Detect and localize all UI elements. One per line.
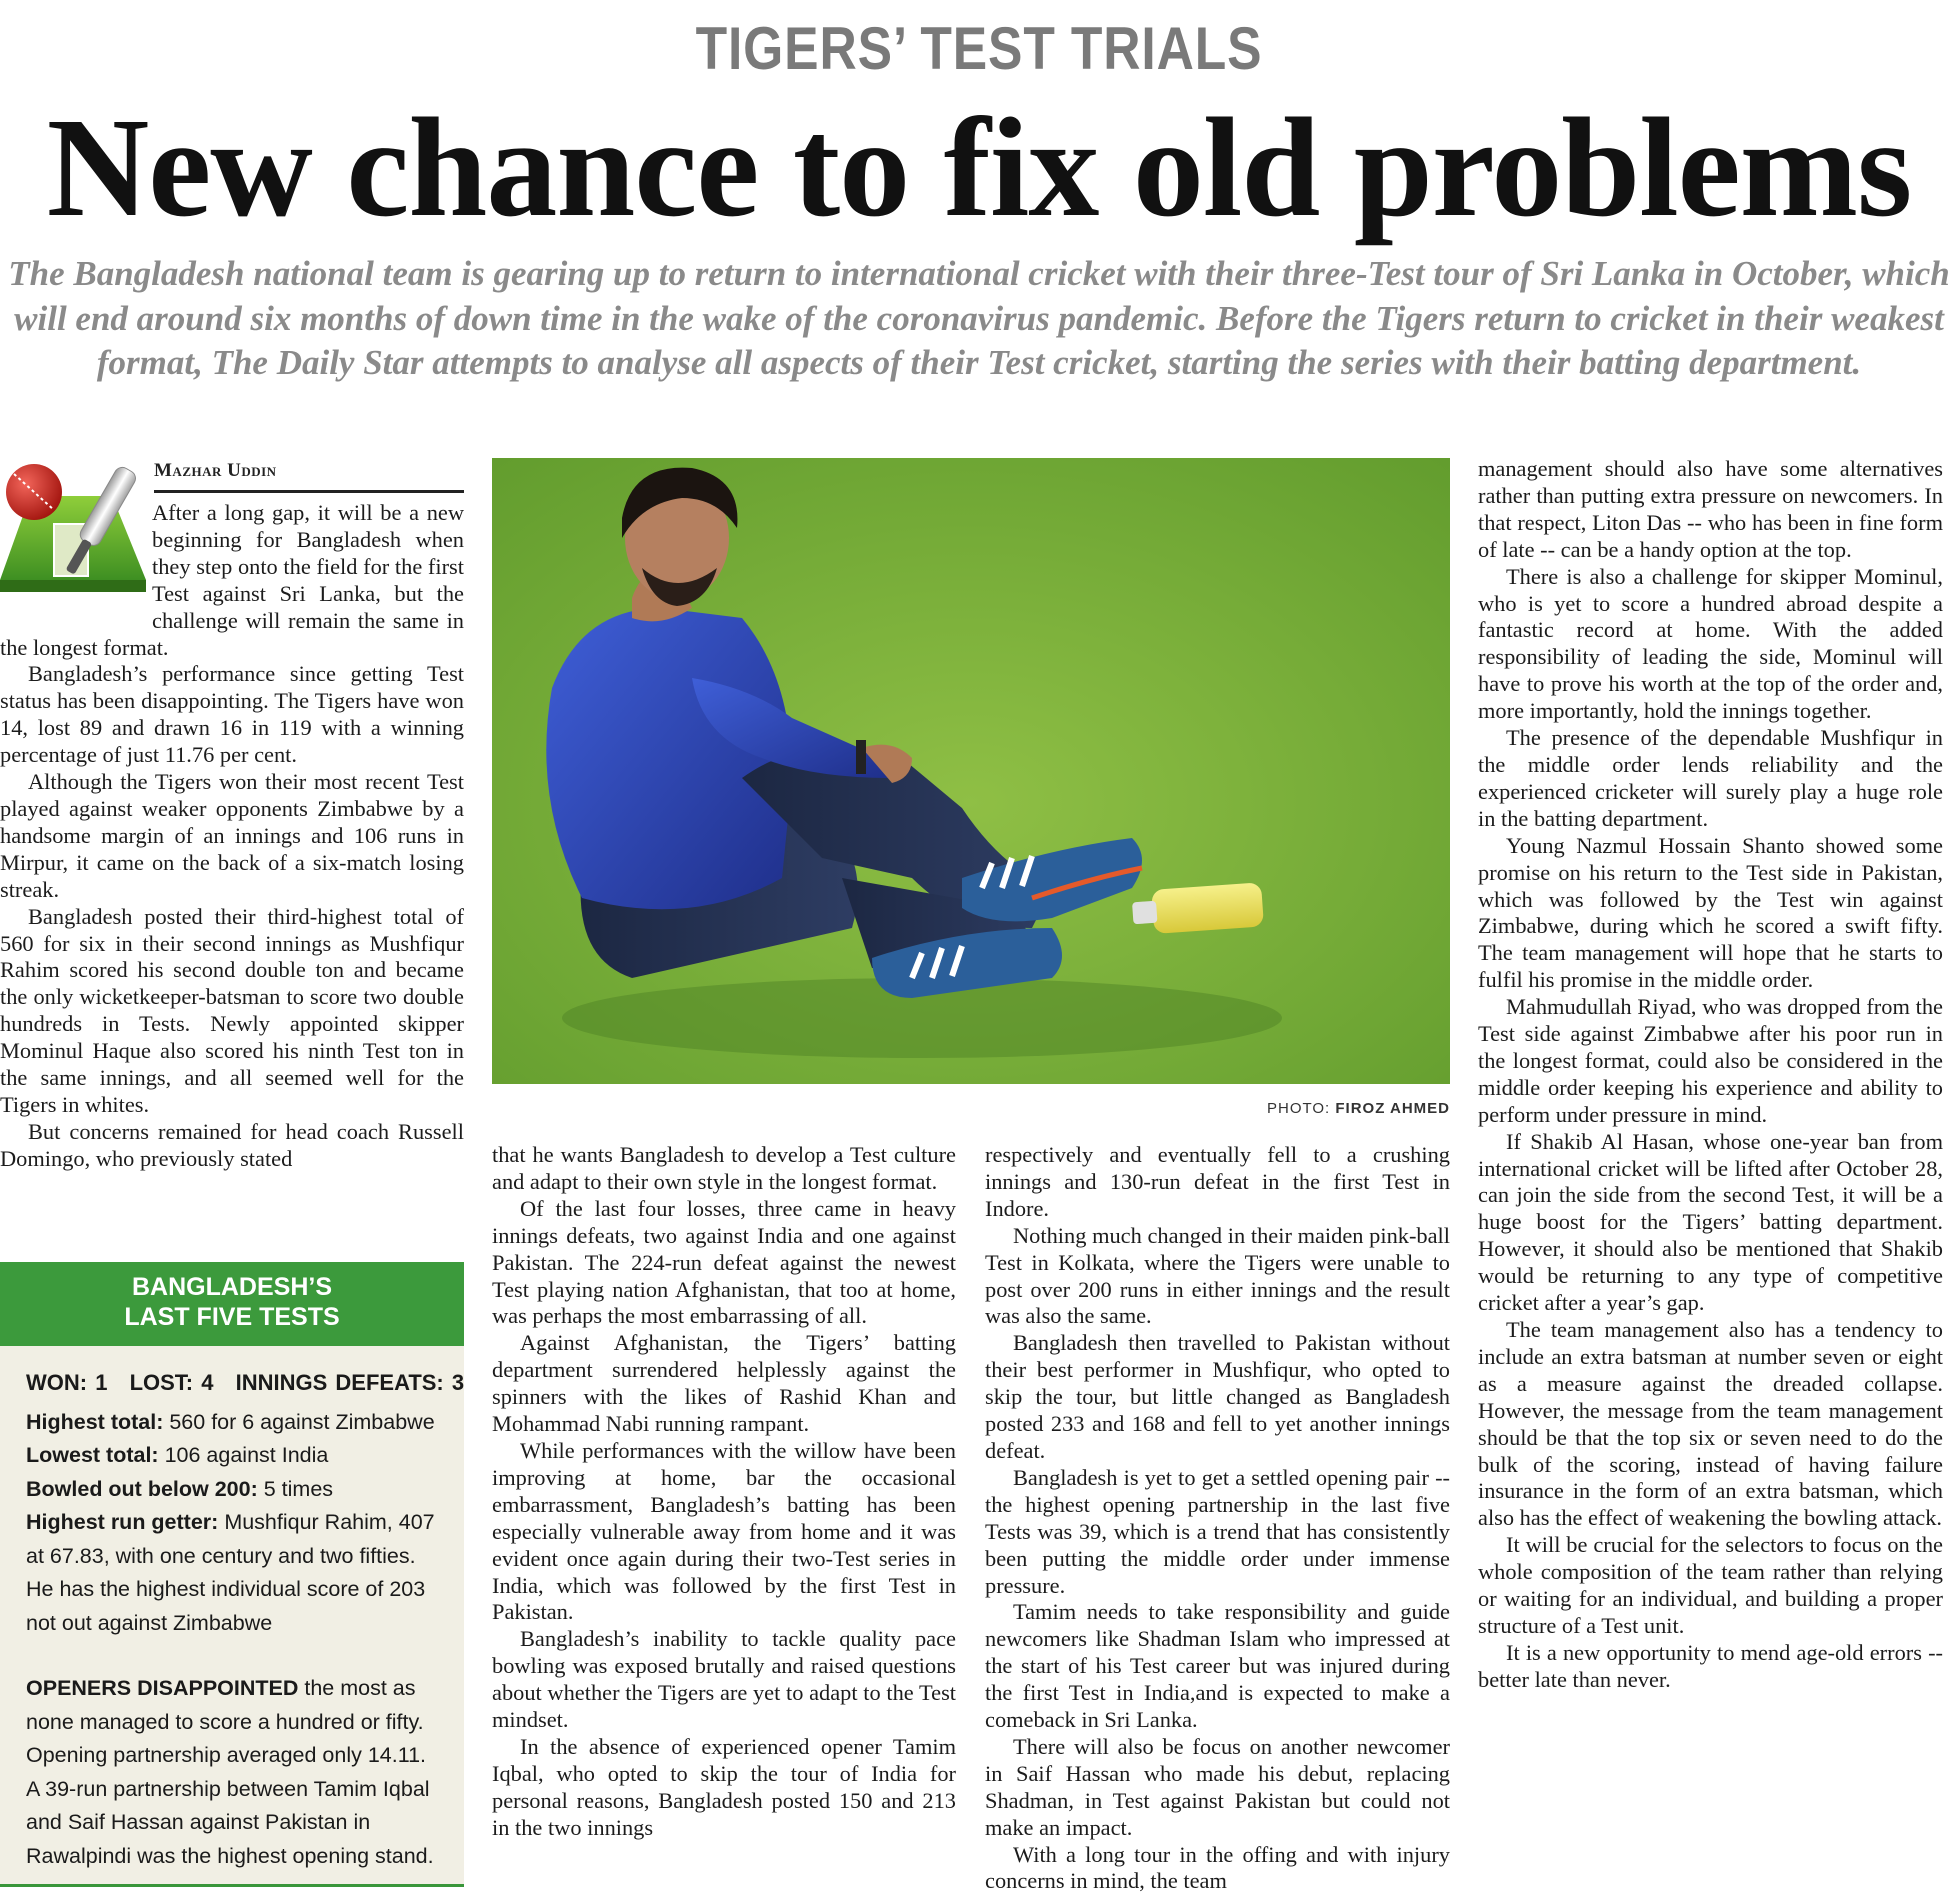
article-column-1 <box>0 460 464 1173</box>
openers-note <box>26 1672 438 1873</box>
photo-credit <box>1150 1100 1450 1117</box>
paragraph: Tamim needs to take responsibility and guide newcomers like Shadman Islam who impressed at the start of his Test career but was injured during the first Test in India,and is expected to make a comeback in Sri Lanka. <box>985 1599 1450 1733</box>
paragraph: Although the Tigers won their most recent Test played against weaker opponents Zimbabwe by a handsome margin of an innings and 106 runs in Mirpur, it came on the back of a six-match losing streak. <box>0 769 464 902</box>
highest-total-label: Highest total: <box>26 1409 164 1434</box>
won-count: WON: 1 <box>26 1370 108 1395</box>
openers-label: OPENERS DISAPPOINTED <box>26 1676 299 1700</box>
headline: New chance to fix old problems <box>46 88 1912 246</box>
paragraph: Bangladesh posted their third-highest total of 560 for six in their second innings as Mushfiqur Rahim scored his second double ton and became the only wicketkeeper-batsman to score two double hundreds in Tests. Newly appointed skipper Mominul Haque also scored his ninth Test ton in the same innings, and all seemed well for the Tigers in whites. <box>0 903 464 1117</box>
highest-total <box>26 1406 438 1440</box>
paragraph: Mahmudullah Riyad, who was dropped from the Test side against Zimbabwe after his poor run in the longest format, could also be considered in the middle order keeping his experience and ability to perform under pressure in mind. <box>1478 994 1943 1127</box>
results-summary <box>26 1366 465 1400</box>
paragraph: Bangladesh’s inability to tackle quality pace bowling was exposed brutally and raised questions about whether the Tigers are yet to adapt to the Test mindset. <box>492 1626 956 1733</box>
photo-credit-prefix: PHOTO: <box>1266 1100 1331 1117</box>
top-scorer-label: Highest run getter: <box>26 1510 219 1534</box>
lowest-total <box>26 1439 438 1473</box>
paragraph: There is also a challenge for skipper Mominul, who is yet to score a hundred abroad despite a fantastic record at home. With the added responsibility of leading the side, Mominul will have to prove his worth at the top of the order and, more importantly, hold the innings together. <box>1478 563 1943 724</box>
innings-defeats-count: INNINGS DEFEATS: 3 <box>235 1370 465 1395</box>
paragraph: It will be crucial for the selectors to focus on the whole composition of the team rather than relying or waiting for an individual, and building a proper structure of a Test unit. <box>1478 1532 1943 1638</box>
openers-value: the most as none managed to score a hundred or fifty. Opening partnership averaged only 14.11. A 39-run partnership between Tamim Iqbal and Saif Hassan against Pakistan in Rawalpindi was the highest opening stand. <box>26 1676 434 1868</box>
photo-credit-name: FIROZ AHMED <box>1335 1100 1450 1117</box>
bowled-out-label: Bowled out below 200: <box>26 1476 258 1501</box>
bowled-out-value: 5 times <box>263 1476 334 1501</box>
stats-box-body <box>0 1346 464 1873</box>
paragraph: With a long tour in the offing and with injury concerns in mind, the team <box>985 1841 1450 1894</box>
bowled-out <box>26 1473 438 1507</box>
paragraph: Against Afghanistan, the Tigers’ batting department surrendered helplessly against the spinners with the likes of Rashid Khan and Mohammad Nabi running rampant. <box>492 1330 956 1437</box>
top-scorer <box>26 1506 438 1640</box>
paragraph: It is a new opportunity to mend age-old errors -- better late than never. <box>1478 1639 1943 1692</box>
paragraph: Young Nazmul Hossain Shanto showed some promise on his return to the Test side in Pakistan, which was followed by the Test win against Zimbabwe, during which he scored a swift fifty. The team management will hope that he starts to fulfil his promise in the middle order. <box>1478 832 1943 993</box>
paragraph: While performances with the willow have been improving at home, bar the occasional embarrassment, Bangladesh’s batting has been especially vulnerable away from home and it was evident once again during their two-Test series in India, which was followed by the first Test in Pakistan. <box>492 1437 956 1625</box>
stats-box <box>0 1262 464 1887</box>
article-column-4 <box>1478 456 1943 1694</box>
paragraph: Nothing much changed in their maiden pink-ball Test in Kolkata, where the Tigers were unable to post over 200 runs in either innings and the result was also the same. <box>985 1222 1450 1329</box>
paragraph: If Shakib Al Hasan, whose one-year ban from international cricket will be lifted after October 28, can join the side from the second Test, it will be a huge boost for the Tigers’ batting department. However, it should also be mentioned that Shakib would be returning to any type of competitive cricket after a year’s gap. <box>1478 1128 1943 1316</box>
player-photo <box>492 458 1450 1084</box>
highest-total-value: 560 for 6 against Zimbabwe <box>169 1409 435 1434</box>
standfirst: The Bangladesh national team is gearing up to return to international cricket with their three-Test tour of Sri Lanka in October, which will end around six months of down time in the wake of the coronavirus pandemic. Before the Tigers return to cricket in their weakest format, The Daily Star attempts to analyse all aspects of their Test cricket, starting the series with their batting department. <box>8 254 1950 382</box>
paragraph: respectively and eventually fell to a crushing innings and 130-run defeat in the first Test in Indore. <box>985 1142 1450 1221</box>
paragraph: The presence of the dependable Mushfiqur in the middle order lends reliability and the experienced cricketer will surely play a huge role in the batting department. <box>1478 725 1943 831</box>
paragraph: The team management also has a tendency to include an extra batsman at number seven or eight as a measure against the dreaded collapse. However, the message from the team management should be that the top six or seven need to do the bulk of the scoring, instead of having failure insurance in the form of an extra batsman, which also has the effect of weakening the bowling attack. <box>1478 1317 1943 1531</box>
paragraph: Bangladesh is yet to get a settled opening pair -- the highest opening partnership in the last five Tests was 39, which is a trend that has consistently been putting the middle order under immense pressure. <box>985 1464 1450 1598</box>
paragraph: Of the last four losses, three came in heavy innings defeats, two against India and one against Pakistan. The 224-run defeat against the newest Test playing nation Afghanistan, that too at home, was perhaps the most embarrassing of all. <box>492 1195 956 1329</box>
paragraph: There will also be focus on another newcomer in Saif Hassan who made his debut, replacing Shadman, in Test against Pakistan but could not make an impact. <box>985 1733 1450 1840</box>
spacer <box>26 1640 438 1672</box>
paragraph: But concerns remained for head coach Russell Domingo, who previously stated <box>0 1118 464 1171</box>
paragraph: Bangladesh then travelled to Pakistan without their best performer in Mushfiqur, who opted to skip the tour, but little changed as Bangladesh posted 233 and 168 and fell to yet another innings defeat. <box>985 1330 1450 1463</box>
byline: Mazhar Uddin <box>154 460 277 481</box>
stats-title-line-2: LAST FIVE TESTS <box>124 1303 340 1331</box>
paragraph: In the absence of experienced opener Tamim Iqbal, who opted to skip the tour of India for personal reasons, Bangladesh posted 150 and 213 in the two innings <box>492 1733 956 1840</box>
icon-wrap-space <box>0 500 152 632</box>
byline-rule <box>154 490 464 493</box>
paragraph: Bangladesh’s performance since getting Test status has been disappointing. The Tigers have won 14, lost 89 and drawn 16 in 119 with a winning percentage of just 11.76 per cent. <box>0 661 464 768</box>
paragraph: After a long gap, it will be a new beginning for Bangladesh when they step onto the field for the first Test against Sri Lanka, but the challenge will remain the same in the longest format. <box>0 500 464 660</box>
paragraph: management should also have some alternatives rather than putting extra pressure on newcomers. In that respect, Liton Das -- who has been in fine form of late -- can be a handy option at the top. <box>1478 456 1943 562</box>
stats-box-header <box>0 1262 464 1346</box>
article-column-2 <box>492 1142 956 1842</box>
stats-title-line-1: BANGLADESH’S <box>131 1273 332 1301</box>
paragraph: that he wants Bangladesh to develop a Test culture and adapt to their own style in the longest format. <box>492 1142 956 1194</box>
top-scorer-value: Mushfiqur Rahim, 407 at 67.83, with one century and two fifties. He has the highest individual score of 203 not out against Zimbabwe <box>26 1510 435 1635</box>
kicker: TIGERS’ TEST TRIALS <box>695 15 1263 82</box>
lowest-total-value: 106 against India <box>164 1443 329 1467</box>
article-column-3 <box>985 1142 1450 1895</box>
lowest-total-label: Lowest total: <box>26 1443 159 1467</box>
lost-count: LOST: 4 <box>129 1370 214 1395</box>
